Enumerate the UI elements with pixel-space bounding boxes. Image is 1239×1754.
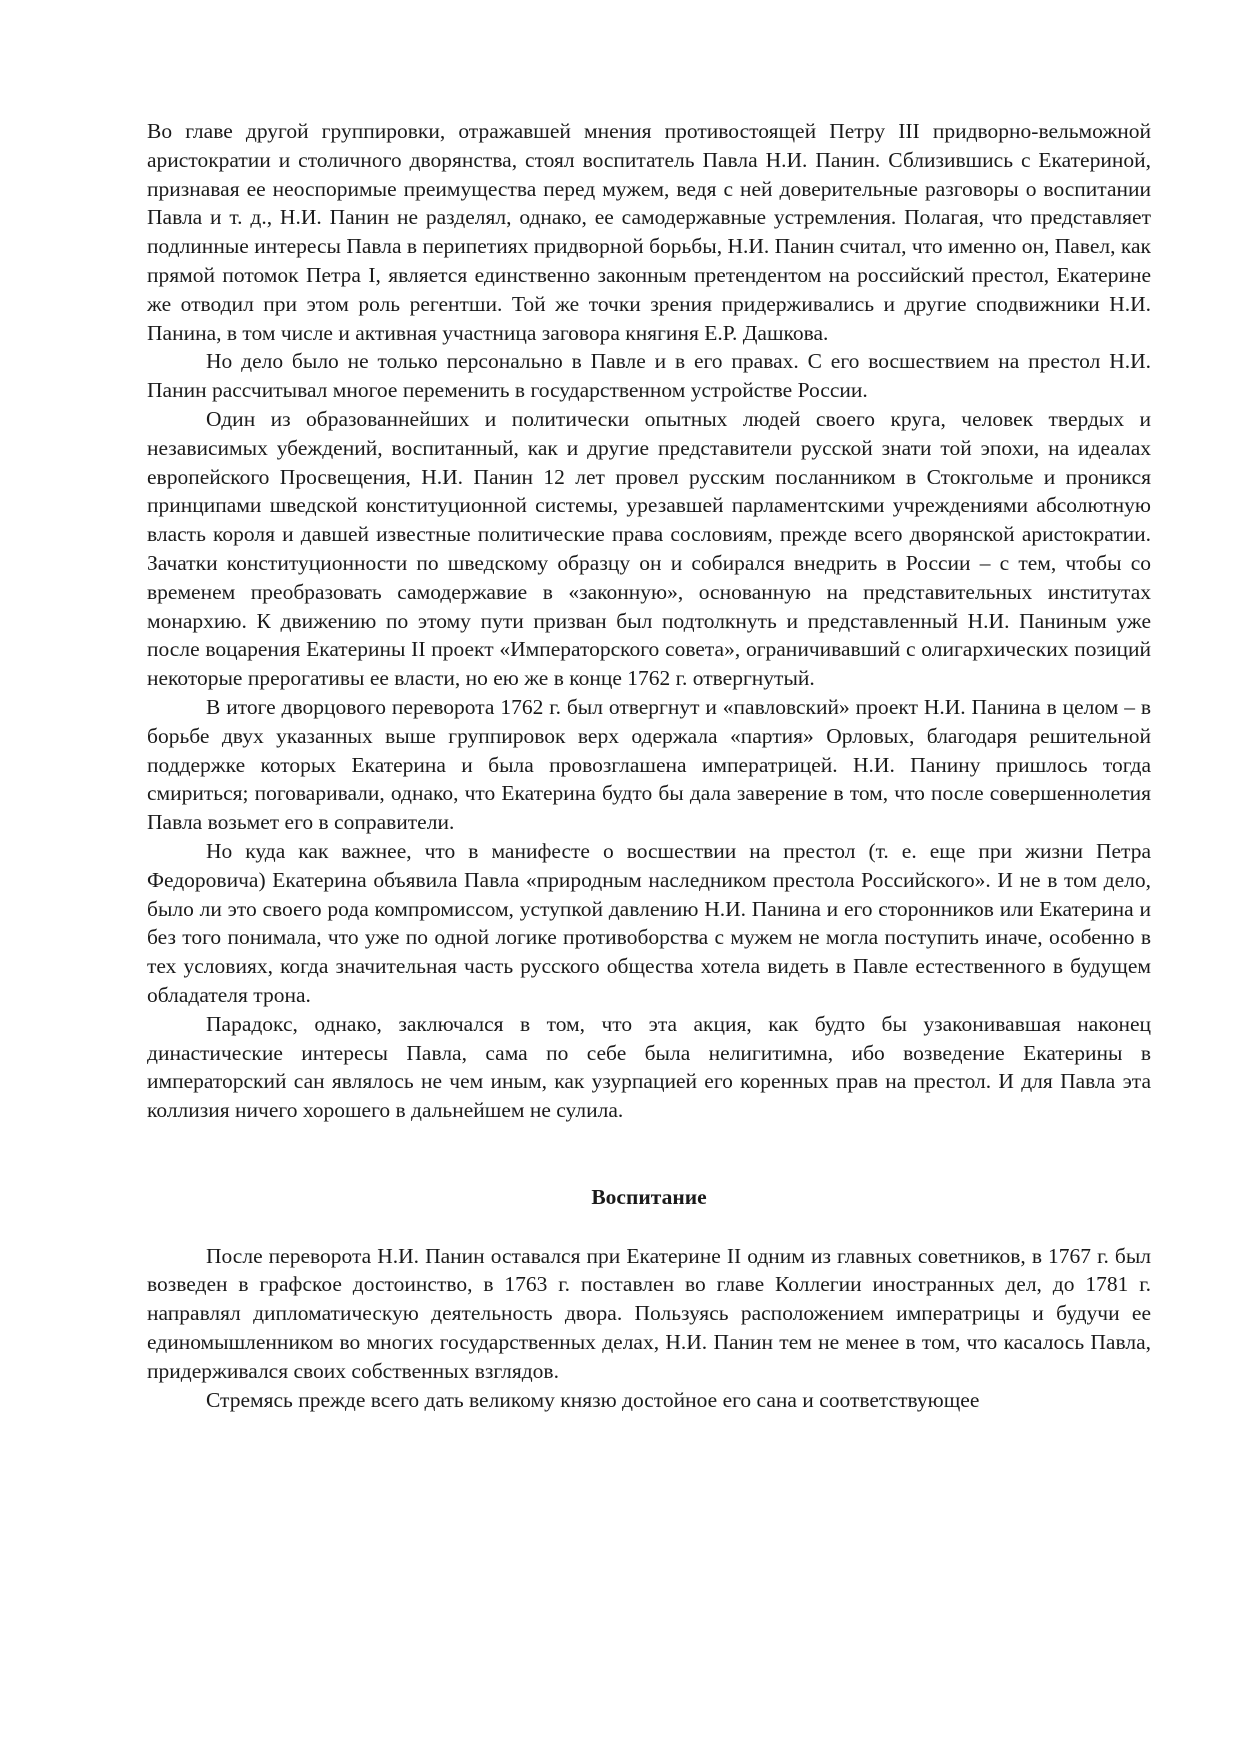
paragraph: Во главе другой группировки, отражавшей мнения противостоящей Петру III придворно-вельможной аристократии и столичного дворянства, стоял воспитатель Павла Н.И. Панин. Сблизившись с Екатериной, признавая ее неоспоримые преимущества перед мужем, ведя с ней доверительные разговоры о воспитании Павла и т. д., Н.И. Панин не разделял, однако, ее самодержавные устремления. Полагая, что представляет подлинные интересы Павла в перипетиях придворной борьбы, Н.И. Панин считал, что именно он, Павел, как прямой потомок Петра I, является единственно законным претендентом на российский престол, Екатерине же отводил при этом роль регентши. Той же точки зрения придерживались и другие сподвижники Н.И. Панина, в том числе и активная участница заговора княгиня Е.Р. Дашкова. [147, 119, 1151, 345]
paragraph: В итоге дворцового переворота 1762 г. был отвергнут и «павловский» проект Н.И. Панина в целом – в борьбе двух указанных выше группировок верх одержала «партия» Орловых, благодаря решительной поддержке которых Екатерина и была провозглашена императрицей. Н.И. Панину пришлось тогда смириться; поговаривали, однако, что Екатерина будто бы дала заверение в том, что после совершеннолетия Павла возьмет его в соправители. [147, 694, 1151, 835]
paragraph: Один из образованнейших и политически опытных людей своего круга, человек твердых и независимых убеждений, воспитанный, как и другие представители русской знати той эпохи, на идеалах европейского Просвещения, Н.И. Панин 12 лет провел русским посланником в Стокгольме и проникся принципами шведской конституционной системы, урезавшей парламентскими учреждениями абсолютную власть короля и давшей известные политические права сословиям, прежде всего дворянской аристократии. Зачатки конституционности по шведскому образцу он и собирался внедрить в России – с тем, чтобы со временем преобразовать самодержавие в «законную», основанную на представительных институтах монархию. К движению по этому пути призван был подтолкнуть и представленный Н.И. Паниным уже после воцарения Екатерины II проект «Императорского совета», ограничивавший с олигархических позиций некоторые прерогативы ее власти, но ею же в конце 1762 г. отвергнутый. [147, 406, 1151, 691]
paragraph: Стремясь прежде всего дать великому князю достойное его сана и соответствующее [206, 1387, 980, 1412]
section-heading: Воспитание [591, 1184, 707, 1209]
spacer [147, 1212, 1151, 1242]
paragraph: Парадокс, однако, заключался в том, что эта акция, как будто бы узаконивавшая наконец династические интересы Павла, сама по себе была нелигитимна, ибо возведение Екатерины в императорский сан являлось не чем иным, как узурпацией его коренных прав на престол. И для Павла эта коллизия ничего хорошего в дальнейшем не сулила. [147, 1011, 1151, 1123]
document-page [147, 117, 1151, 1414]
spacer [147, 1125, 1151, 1183]
paragraph: Но дело было не только персонально в Павле и в его правах. С его восшествием на престол Н.И. Панин рассчитывал многое переменить в государственном устройстве России. [147, 349, 1151, 403]
paragraph: После переворота Н.И. Панин оставался при Екатерине II одним из главных советников, в 1767 г. был возведен в графское достоинство, в 1763 г. поставлен во главе Коллегии иностранных дел, до 1781 г. направлял дипломатическую деятельность двора. Пользуясь расположением императрицы и будучи ее единомышленником во многих государственных делах, Н.И. Панин тем не менее в том, что касалось Павла, придерживался своих собственных взглядов. [147, 1243, 1151, 1383]
paragraph: Но куда как важнее, что в манифесте о восшествии на престол (т. е. еще при жизни Петра Федоровича) Екатерина объявила Павла «природным наследником престола Российского». И не в том дело, было ли это своего рода компромиссом, уступкой давлению Н.И. Панина и его сторонников или Екатерина и без того понимала, что уже по одной логике противоборства с мужем не могла поступить иначе, особенно в тех условиях, когда значительная часть русского общества хотела видеть в Павле естественного в будущем обладателя трона. [147, 838, 1151, 1007]
